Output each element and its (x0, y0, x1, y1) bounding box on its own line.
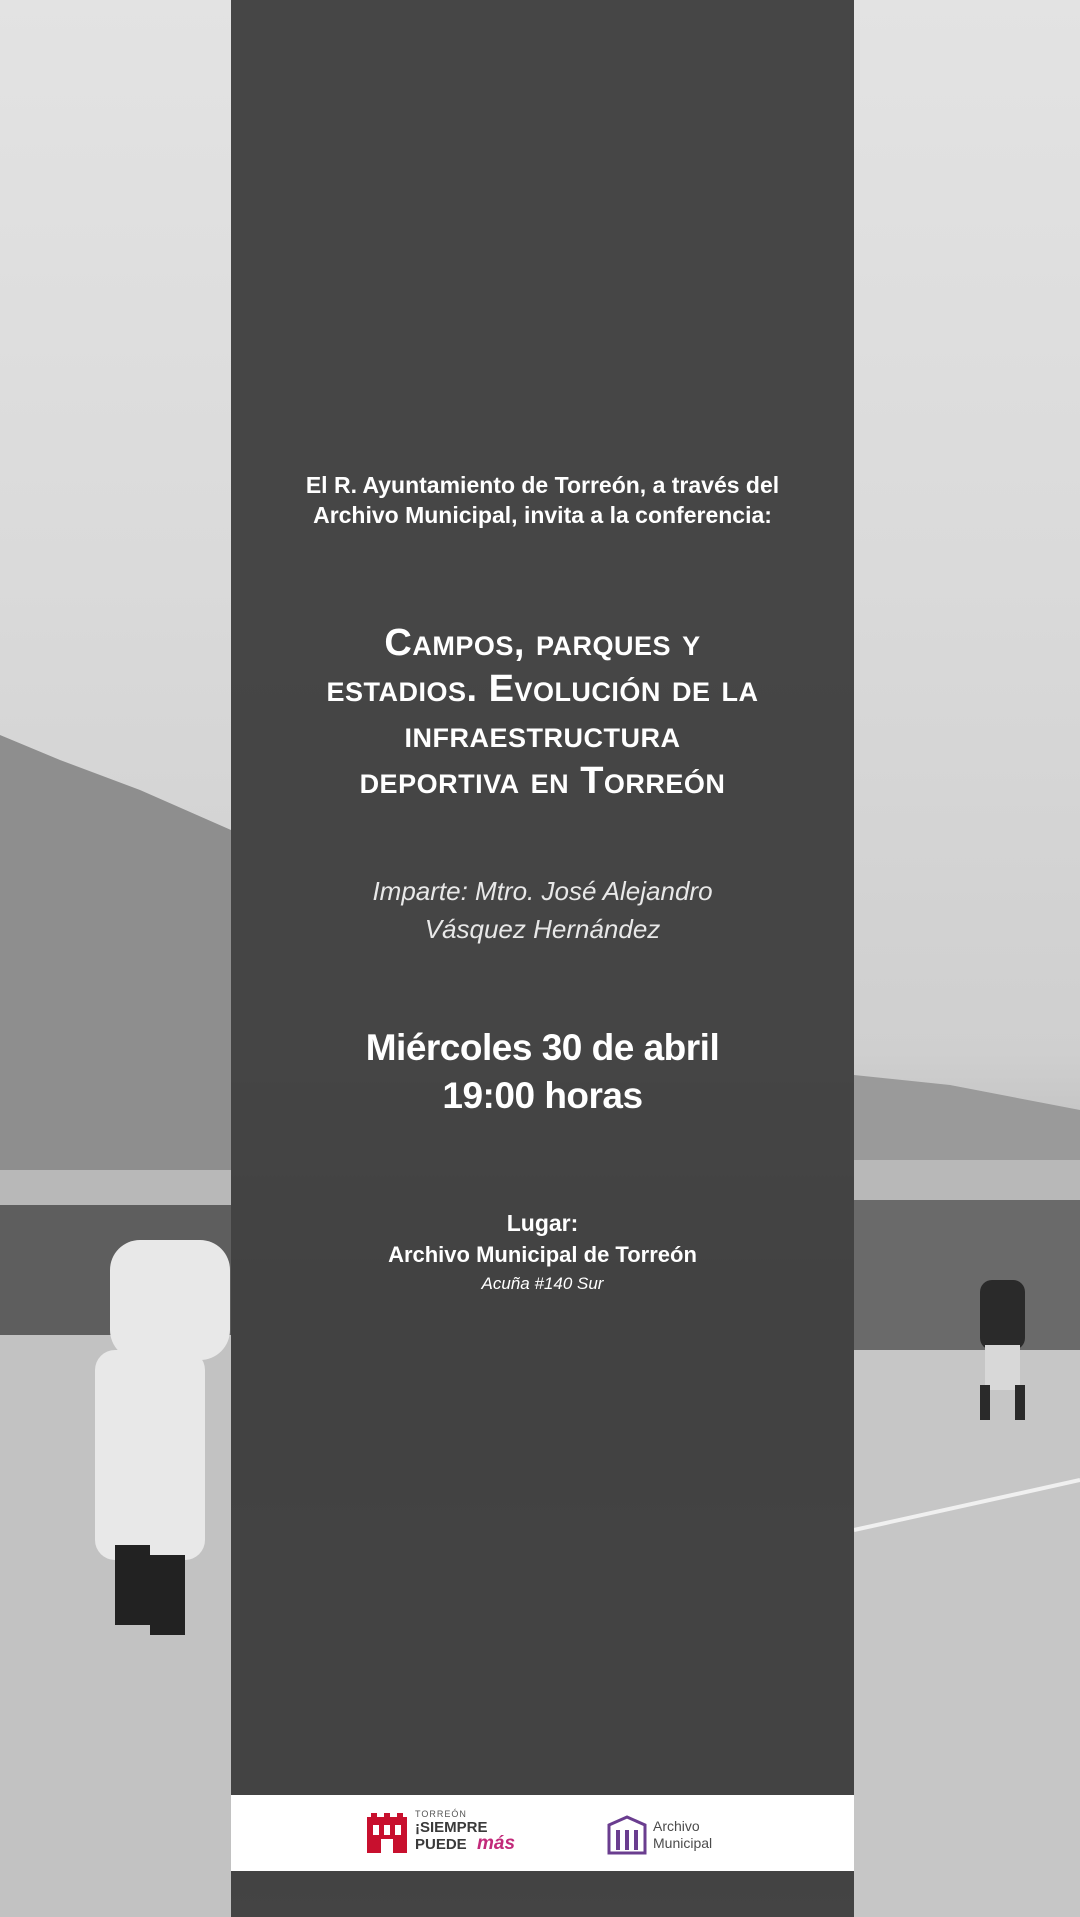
footer-logos (231, 1795, 854, 1871)
field-right (854, 1350, 1080, 1917)
torreon-slogan-line2: PUEDE (415, 1836, 467, 1853)
intro-line-2: Archivo Municipal, invita a la conferencia: (313, 502, 772, 528)
mountain-left (0, 735, 231, 1180)
title-line-3: infraestructura (404, 714, 681, 756)
title-line-1: Campos, parques y (384, 622, 701, 664)
archivo-building-icon (607, 1815, 647, 1855)
grandstand-left (0, 1170, 231, 1205)
speaker-line-1: Imparte: Mtro. José Alejandro (372, 876, 713, 906)
torreon-small-label: TORREÓN (415, 1809, 467, 1819)
event-schedule (231, 1024, 854, 1120)
place-address: Acuña #140 Sur (481, 1274, 604, 1293)
speaker-line-2: Vásquez Hernández (424, 914, 661, 944)
torreon-castle-icon (365, 1813, 409, 1855)
event-time: 19:00 horas (442, 1075, 643, 1116)
place-name: Archivo Municipal de Torreón (388, 1242, 697, 1267)
title-line-4: deportiva en Torreón (359, 760, 726, 802)
torreon-logo (365, 1809, 565, 1859)
conference-title (231, 620, 854, 804)
archivo-logo (607, 1809, 727, 1859)
invitation-intro (231, 470, 854, 530)
speaker-info (231, 872, 854, 948)
archivo-label-line2: Municipal (653, 1835, 713, 1851)
crowd-right (854, 1200, 1080, 1350)
intro-line-1: El R. Ayuntamiento de Torreón, a través del (305, 472, 780, 498)
event-date: Miércoles 30 de abril (365, 1027, 720, 1068)
torreon-slogan-mas: más (477, 1833, 516, 1854)
archivo-label-line1: Archivo (653, 1818, 700, 1834)
place-label: Lugar: (506, 1210, 579, 1236)
center-panel (231, 0, 854, 1917)
title-line-2: estadios. Evolución de la (326, 668, 759, 710)
grandstand-right (854, 1160, 1080, 1205)
torreon-slogan-line1: ¡SIEMPRE (415, 1819, 488, 1836)
